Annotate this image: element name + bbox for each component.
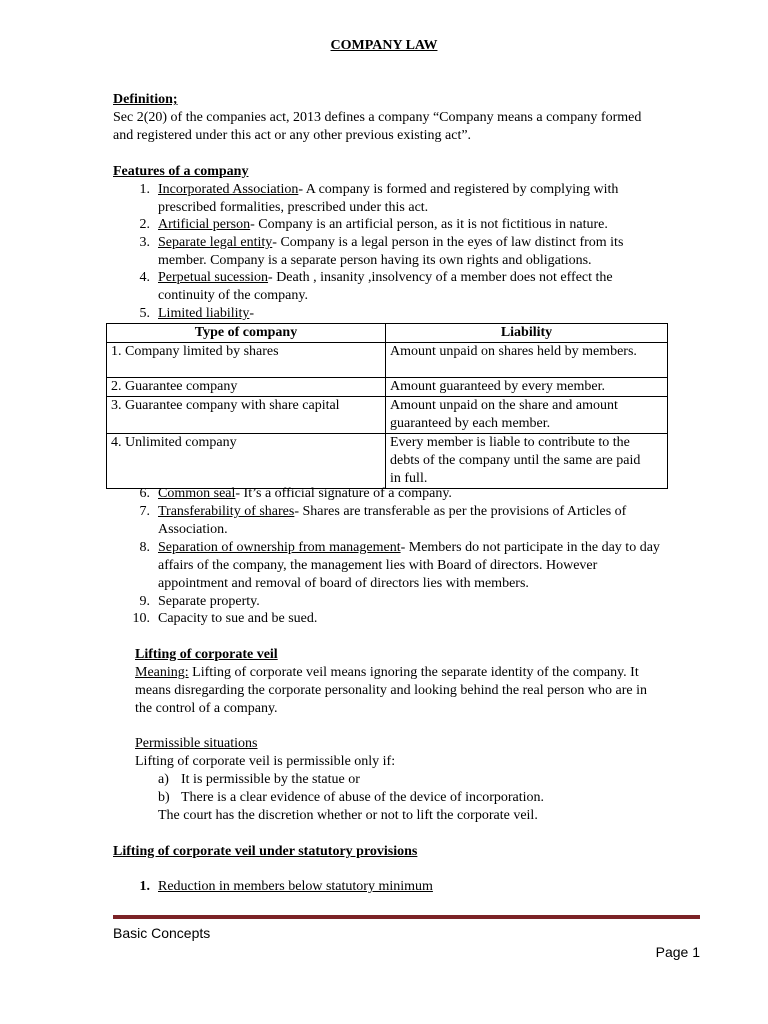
item-number: 1. xyxy=(139,182,150,197)
meaning-label: Meaning: xyxy=(135,665,189,680)
definition-line: Sec 2(20) of the companies act, 2013 defines a company “Company means a company formed xyxy=(113,110,642,125)
item-number: 2. xyxy=(139,217,150,232)
liability-line: Every member is liable to contribute to the xyxy=(390,435,630,450)
feature-text: - It’s a official signature of a company. xyxy=(235,486,452,501)
discretion-text: The court has the discretion whether or not to lift the corporate veil. xyxy=(158,808,538,823)
feature-text: - xyxy=(249,306,255,321)
veil-heading: Lifting of corporate veil xyxy=(135,647,278,662)
company-type-cell: 3. Guarantee company with share capital xyxy=(107,397,386,434)
liability-cell: Amount unpaid on shares held by members. xyxy=(386,343,668,378)
liability-line: Amount unpaid on the share and amount xyxy=(390,398,618,413)
feature-text-cont: affairs of the company, the management lies with Board of directors. However xyxy=(158,558,598,573)
feature-text-cont: appointment and removal of board of directors lies with members. xyxy=(158,576,529,591)
liability-cell: Amount guaranteed by every member. xyxy=(386,378,668,397)
case-text: It is permissible by the statue or xyxy=(181,772,360,787)
item-number: 7. xyxy=(139,504,150,519)
liability-cell xyxy=(386,434,668,489)
feature-text: - Company is an artificial person, as it is not fictitious in nature. xyxy=(250,217,608,232)
feature-term: Separate legal entity xyxy=(158,235,273,250)
feature-term: Incorporated Association xyxy=(158,182,299,197)
feature-term: Transferability of shares xyxy=(158,504,295,519)
table-row xyxy=(107,434,668,489)
liability-cell xyxy=(386,397,668,434)
case-label: a) xyxy=(158,772,169,787)
case-item xyxy=(158,771,360,789)
veil-meaning xyxy=(135,664,639,682)
feature-text: - Company is a legal person in the eyes of law distinct from its xyxy=(272,235,624,250)
case-item xyxy=(158,789,545,807)
feature-text-cont: prescribed formalities, prescribed under this act. xyxy=(158,200,429,215)
table-header-row xyxy=(107,324,668,343)
feature-text: - Death , insanity ,insolvency of a member does not effect the xyxy=(268,270,613,285)
features-heading: Features of a company xyxy=(113,164,249,179)
feature-text-cont: member. Company is a separate person having its own rights and obligations. xyxy=(158,253,592,268)
feature-text-cont: continuity of the company. xyxy=(158,288,308,303)
item-number: 6. xyxy=(139,486,150,501)
statutory-heading: Lifting of corporate veil under statutory provisions xyxy=(113,844,418,859)
table-row xyxy=(107,378,668,397)
feature-term: Separation of ownership from management xyxy=(158,540,401,555)
company-type-cell: 1. Company limited by shares xyxy=(107,343,386,378)
liability-line: debts of the company until the same are paid xyxy=(390,453,641,468)
feature-text: - A company is formed and registered by complying with xyxy=(298,182,619,197)
feature-text-cont: Association. xyxy=(158,522,228,537)
feature-term: Limited liability xyxy=(158,306,250,321)
liability-table xyxy=(106,323,668,489)
page-title: COMPANY LAW xyxy=(330,38,438,53)
statutory-item-text: Reduction in members below statutory minimum xyxy=(158,879,433,894)
definition-line: and registered under this act or any other previous existing act”. xyxy=(113,128,472,143)
meaning-text-cont: means disregarding the corporate personality and looking behind the real person who are in xyxy=(135,683,648,698)
feature-text: - Shares are transferable as per the provisions of Articles of xyxy=(294,504,627,519)
permissible-heading: Permissible situations xyxy=(135,736,258,751)
meaning-text: Lifting of corporate veil means ignoring the separate identity of the company. It xyxy=(188,665,639,680)
definition-heading: Definition; xyxy=(113,92,178,107)
feature-text: Capacity to sue and be sued. xyxy=(158,611,318,626)
meaning-text-cont: the control of a company. xyxy=(135,701,278,716)
case-label: b) xyxy=(158,790,170,805)
column-header-type: Type of company xyxy=(107,324,386,343)
case-text: There is a clear evidence of abuse of the device of incorporation. xyxy=(181,790,545,805)
item-number: 3. xyxy=(139,235,150,250)
item-number: 9. xyxy=(139,594,150,609)
feature-term: Common seal xyxy=(158,486,236,501)
table-row xyxy=(107,397,668,434)
column-header-liability: Liability xyxy=(386,324,668,343)
company-type-cell: 4. Unlimited company xyxy=(107,434,386,489)
company-type-cell: 2. Guarantee company xyxy=(107,378,386,397)
page-number: Page 1 xyxy=(655,944,700,960)
feature-text: - Members do not participate in the day to day xyxy=(400,540,660,555)
item-number: 4. xyxy=(139,270,150,285)
liability-line: in full. xyxy=(390,471,428,486)
feature-term: Artificial person xyxy=(158,217,251,232)
liability-line: guaranteed by each member. xyxy=(390,416,551,431)
table-row xyxy=(107,343,668,378)
item-number: 10. xyxy=(132,611,150,626)
item-number: 5. xyxy=(139,306,150,321)
feature-text: Separate property. xyxy=(158,594,260,609)
footer-rule xyxy=(113,915,700,919)
permissible-intro: Lifting of corporate veil is permissible only if: xyxy=(135,754,396,769)
item-number: 1. xyxy=(139,879,150,894)
item-number: 8. xyxy=(139,540,150,555)
feature-term: Perpetual sucession xyxy=(158,270,269,285)
footer-left: Basic Concepts xyxy=(113,925,211,941)
